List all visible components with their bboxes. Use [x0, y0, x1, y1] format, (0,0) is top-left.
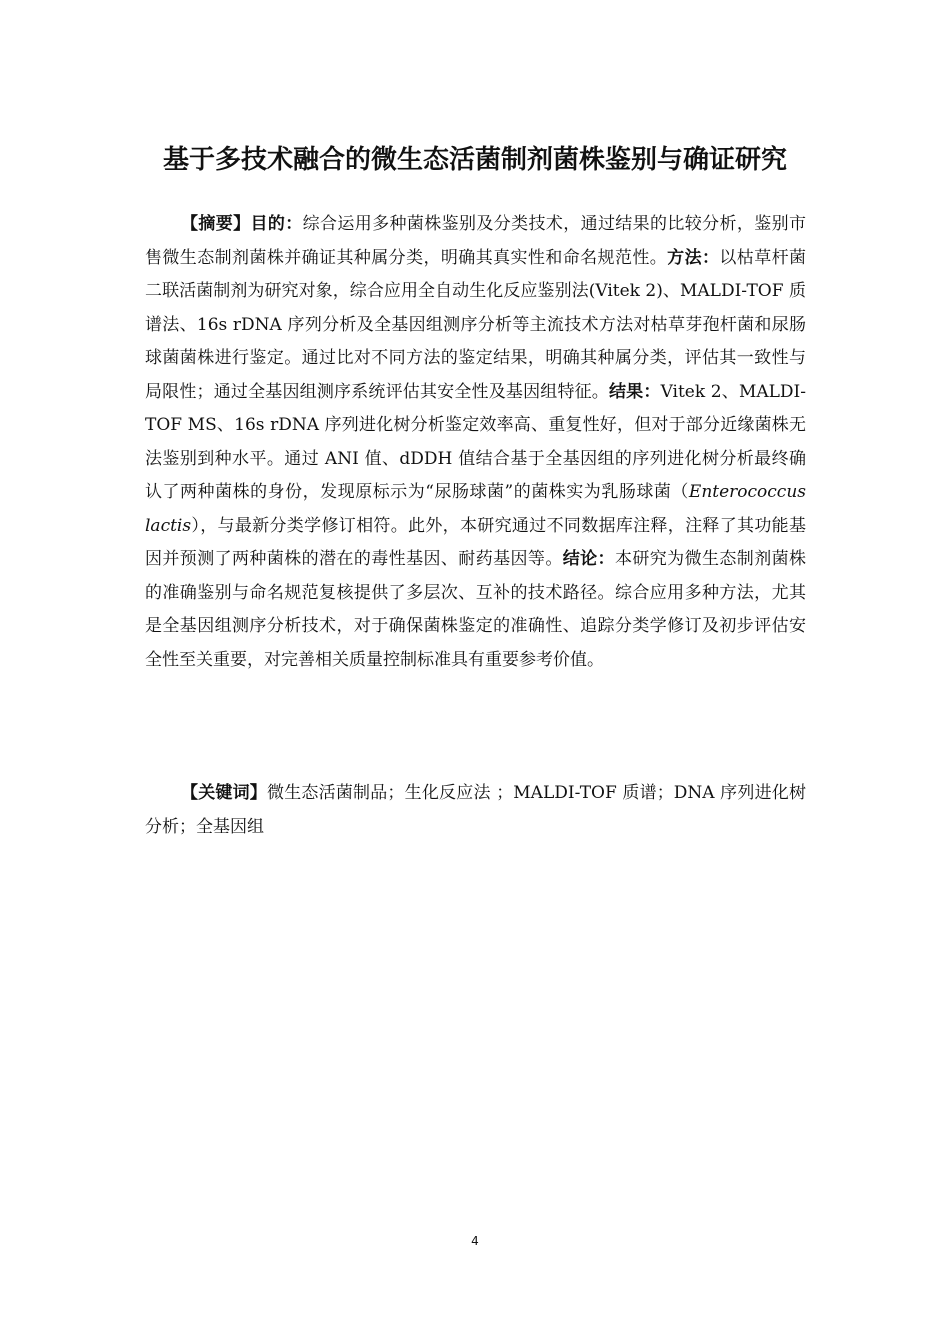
conclusion-text: 本研究为微生态制剂菌株的准确鉴别与命名规范复核提供了多层次、互补的技术路径。综合应用多种方法，尤其是全基因组测序分析技术，对于确保菌株鉴定的准确性、追踪分类学修订及初步评估安全性至关重要，对完善相关质量控制标准具有重要参考价值。: [145, 549, 807, 670]
method-label: 方法：: [667, 247, 720, 268]
result-label: 结果：: [609, 381, 661, 402]
keywords-text: 微生态活菌制品；生化反应法 ；MALDI-TOF 质谱；DNA 序列进化树分析；全基因组: [145, 783, 806, 837]
objective-text: 综合运用多种菌株鉴别及分类技术，通过结果的比较分析，鉴别市售微生态制剂菌株并确证其种属分类，明确其真实性和命名规范性。: [145, 214, 807, 268]
method-text: 以枯草杆菌二联活菌制剂为研究对象，综合应用全自动生化反应鉴别法(Vitek 2)、MALDI-TOF 质谱法、16s rDNA 序列分析及全基因组测序分析等主流技术方法对枯草芽孢杆菌和尿肠球菌菌株进行鉴定。通过比对不同方法的鉴定结果，明确其种属分类，评估其一致性与局限性；通过全基因组测序系统评估其安全性及基因组特征。: [145, 247, 807, 402]
result-text-continued: ），与最新分类学修订相符。此外，本研究通过不同数据库注释，注释了其功能基因并预测了两种菌株的潜在的毒性基因、耐药基因等。: [145, 515, 806, 569]
abstract-paragraph: [145, 208, 806, 677]
page-number: 4: [471, 1234, 479, 1248]
page-title: 基于多技术融合的微生态活菌制剂菌株鉴别与确证研究: [162, 145, 787, 175]
conclusion-label: 结论：: [562, 549, 615, 569]
keywords-heading: 【关键词】: [181, 783, 268, 803]
objective-label: 目的：: [250, 214, 303, 234]
species-name: Enterococcus lactis: [145, 482, 806, 536]
result-text: Vitek 2、MALDI-TOF MS、16s rDNA 序列进化树分析鉴定效率高、重复性好，但对于部分近缘菌株无法鉴别到种水平。通过 ANI 值、dDDH 值结合基于全基因组的序列进化树分析最终确认了两种菌株的身份，发现原标示为“尿肠球菌”的菌株实为乳肠球菌（: [145, 381, 807, 502]
keywords-paragraph: [145, 777, 806, 844]
abstract-heading: 【摘要】: [181, 214, 251, 234]
